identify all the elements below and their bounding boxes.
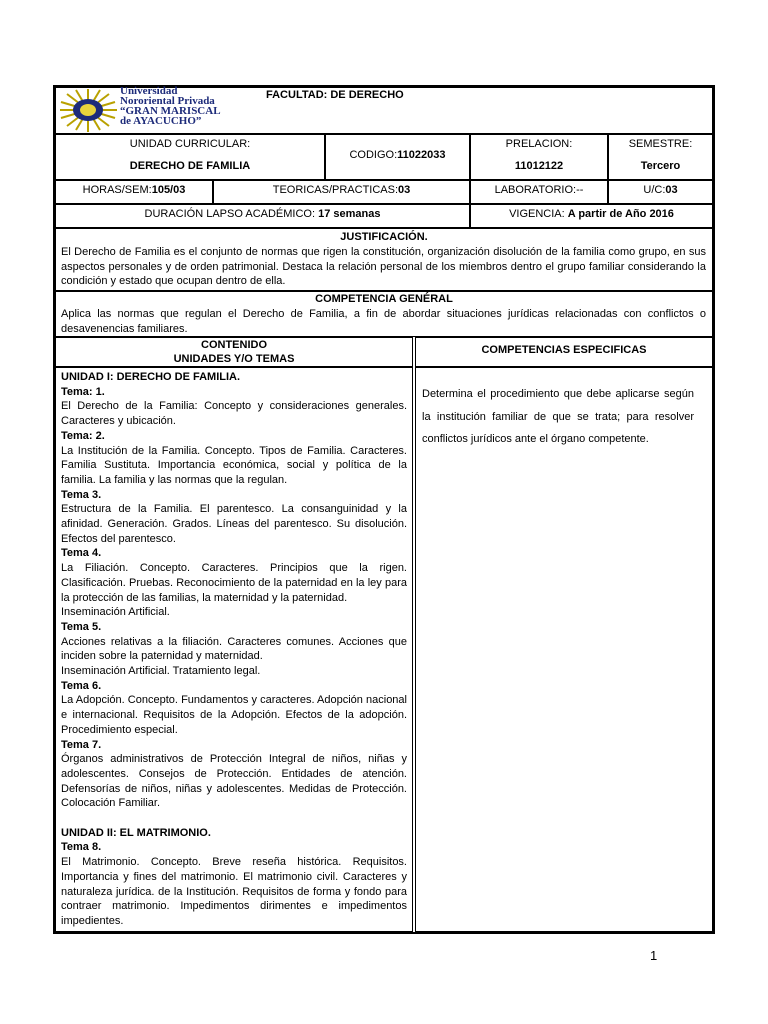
university-name-line: Nororiental Privada: [120, 95, 215, 107]
contenido-header-line1: CONTENIDO: [201, 339, 267, 351]
tema-title: Tema 5.: [61, 620, 102, 633]
tema-text: La Adopción. Concepto. Fundamentos y caracteres. Adopción nacional e internacional. Requisitos de la Adopción. Efectos de la adopción. Procedimiento especial.: [61, 694, 407, 736]
codigo-value: 11022033: [397, 149, 446, 161]
duracion-value: 17 semanas: [318, 208, 381, 220]
uc-value: 03: [665, 184, 678, 196]
tema-title: Tema 7.: [61, 738, 102, 751]
uc: [608, 184, 713, 196]
codigo: [325, 149, 470, 161]
tema-text: La Institución de la Familia. Concepto. Tipos de Familia. Caracteres. Familia Sustituta. Importancia económica, social y política de la familia. La familia y las normas que la regulan.: [61, 444, 407, 486]
unidad-heading: UNIDAD I: DERECHO DE FAMILIA.: [61, 371, 241, 383]
contenido-header: [55, 338, 413, 366]
unidad-heading: UNIDAD II: EL MATRIMONIO.: [61, 826, 211, 839]
competencias-text: Determina el procedimiento que debe aplicarse según la institución familiar de que se trata; para resolver conflictos jurídicos ante el órgano competente.: [422, 388, 694, 445]
tema-text: Órganos administrativos de Protección Integral de niños, niñas y adolescentes. Consejos de Protección. Entidades de atención. Defensorías de niños, niñas y adolescentes. Medidas de Protección. Colocación Familiar.: [61, 753, 407, 810]
sun-seal-icon: [57, 88, 119, 133]
university-logo: [57, 88, 119, 133]
competencia-general-title: COMPETENCIA GENÉRAL: [315, 293, 453, 305]
tema-title: Tema 6.: [61, 679, 102, 692]
duracion-label: DURACIÓN LAPSO ACADÉMICO:: [144, 208, 316, 220]
teoricas: [213, 184, 470, 196]
duracion: [55, 208, 470, 220]
justificacion-text: El Derecho de Familia es el conjunto de normas que rigen la constitución, organización disolución de la familia como grupo, en sus aspectos personales y de orden patrimonial. Destaca la relación personal de los miembros dentro el grupo familiar considerando la condición y estado que ocupan dentro de ella.: [61, 246, 706, 287]
vigencia-value: A partir de Año 2016: [567, 208, 674, 220]
tema-text: Acciones relativas a la filiación. Caracteres comunes. Acciones que inciden sobre la paternidad y maternidad.: [61, 635, 407, 663]
vigencia-label: VIGENCIA:: [509, 208, 565, 220]
tema-title: Tema: 1.: [61, 385, 105, 398]
tema-text: La Filiación. Concepto. Caracteres. Principios que la rigen. Clasificación. Pruebas. Reconocimiento de la paternidad en la ley para la protección de las familias, la maternidad y la paternidad.: [61, 562, 407, 604]
tema-text: Inseminación Artificial. Tratamiento legal.: [61, 665, 261, 678]
tema-title: Tema 4.: [61, 547, 102, 560]
semestre-value: Tercero: [640, 160, 681, 172]
teoricas-label: TEORICAS/PRACTICAS:: [272, 184, 399, 196]
competencia-general-text: Aplica las normas que regulan el Derecho de Familia, a fin de abordar situaciones jurídicas relacionadas con conflictos o desavenencias familiares.: [61, 308, 706, 335]
semestre-label: SEMESTRE:: [628, 138, 693, 150]
prelacion-label: PRELACION:: [505, 138, 573, 150]
tema-text: El Derecho de la Familia: Concepto y consideraciones generales. Caracteres y ubicación.: [61, 400, 407, 428]
competencias-header: COMPETENCIAS ESPECIFICAS: [481, 344, 647, 356]
codigo-label: CODIGO:: [349, 149, 398, 161]
contenido-header-line2: UNIDADES Y/O TEMAS: [173, 353, 295, 365]
prelacion-value: 11012122: [514, 160, 564, 172]
tema-text: El Matrimonio. Concepto. Breve reseña histórica. Requisitos. Importancia y fines del matrimonio. El matrimonio civil. Caracteres y naturaleza jurídica. de la Institución. Requisitos de forma y fondo para contraer matrimonio. Impedimentos dirimentes e impedimentos impedientes.: [61, 856, 407, 927]
teoricas-value: 03: [398, 184, 411, 196]
justificacion-title: JUSTIFICACIÓN.: [340, 231, 428, 243]
uc-label: U/C:: [643, 184, 666, 196]
tema-text: Inseminación Artificial.: [61, 606, 170, 619]
university-name: [120, 86, 221, 126]
tema-title: Tema 8.: [61, 841, 102, 854]
page-number: 1: [650, 948, 658, 963]
unidad-value: DERECHO DE FAMILIA: [129, 160, 251, 172]
tema-title: Tema 3.: [61, 488, 102, 501]
unidad-label: UNIDAD CURRICULAR:: [129, 138, 251, 150]
tema-text: Estructura de la Familia. El parentesco. La consanguinidad y la afinidad. Generación. Grados. Líneas del parentesco. Su disolución. Efectos del parentesco.: [61, 503, 407, 545]
laboratorio: [470, 184, 608, 196]
competencias-body-cell: [415, 367, 713, 932]
faculty-title: FACULTAD: DE DERECHO: [266, 89, 404, 101]
laboratorio-value: --: [576, 184, 584, 196]
tema-title: Tema: 2.: [61, 429, 105, 442]
spacer: [61, 811, 407, 826]
university-name-line: Universidad: [120, 85, 178, 97]
horas-label: HORAS/SEM:: [82, 184, 152, 196]
horas-value: 105/03: [151, 184, 186, 196]
university-name-line: “GRAN MARISCAL: [120, 105, 221, 117]
vigencia: [470, 208, 713, 220]
laboratorio-label: LABORATORIO:: [494, 184, 577, 196]
horas: [55, 184, 213, 196]
contenido-body: [61, 370, 407, 929]
university-name-line: de AYACUCHO”: [120, 115, 202, 127]
